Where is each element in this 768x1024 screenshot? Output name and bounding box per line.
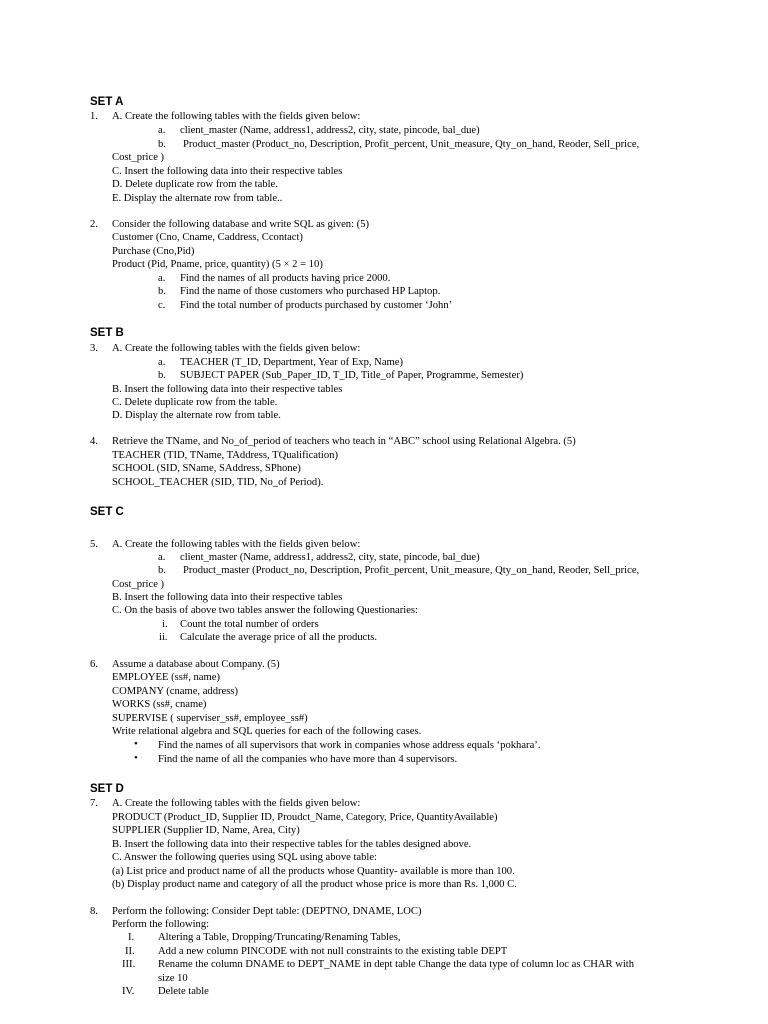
q1-b-cont: Cost_price ) (112, 152, 165, 163)
q2-line-2: Purchase (Cno,Pid) (112, 246, 195, 257)
q6-line-1: EMPLOYEE (ss#, name) (112, 672, 220, 683)
q7-line-5: (a) List price and product name of all the products whose Quantity- available is more than 100. (112, 866, 515, 877)
q8-iii-cont: size 10 (158, 973, 188, 984)
q5-b-cont: Cost_price ) (112, 579, 165, 590)
q1-a-marker: a. (158, 125, 166, 136)
q3-c: C. Delete duplicate row from the table. (112, 397, 278, 408)
q5-number: 5. (90, 539, 98, 550)
q7-line-2: SUPPLIER (Supplier ID, Name, Area, City) (112, 825, 300, 836)
q8-i-text: Altering a Table, Dropping/Truncating/Renaming Tables, (158, 932, 401, 943)
q8-iii-marker: III. (122, 959, 136, 970)
q6-line-3: WORKS (ss#, cname) (112, 699, 207, 710)
q3-d: D. Display the alternate row from table. (112, 410, 281, 421)
q4-line-1: TEACHER (TID, TName, TAddress, TQualification) (112, 450, 338, 461)
q3-number: 3. (90, 343, 98, 354)
q2-b-marker: b. (158, 286, 166, 297)
q6-number: 6. (90, 659, 98, 670)
q1-b-text: Product_master (Product_no, Description, Profit_percent, Unit_measure, Qty_on_hand, Reoder, Sell_price, (183, 139, 640, 150)
q2-number: 2. (90, 219, 98, 230)
q1-number: 1. (90, 111, 98, 122)
q8-line-1: Perform the following: (112, 919, 210, 930)
q8-number: 8. (90, 906, 98, 917)
q5-ii-text: Calculate the average price of all the products. (180, 632, 378, 643)
q7-intro: A. Create the following tables with the fields given below: (112, 798, 361, 809)
set-c-heading: SET C (90, 506, 124, 518)
q3-a-text: TEACHER (T_ID, Department, Year of Exp, Name) (180, 357, 404, 368)
q8-i-marker: I. (128, 932, 135, 943)
q1-b-marker: b. (158, 139, 166, 150)
q1-d: D. Delete duplicate row from the table. (112, 179, 278, 190)
set-d-heading: SET D (90, 783, 124, 795)
q6-bullet-2-icon: • (134, 752, 138, 764)
q5-c: C. On the basis of above two tables answer the following Questionaries: (112, 605, 418, 616)
q1-e: E. Display the alternate row from table.. (112, 193, 283, 204)
q2-b-text: Find the name of those customers who purchased HP Laptop. (180, 286, 441, 297)
q2-a-marker: a. (158, 273, 166, 284)
q6-line-4: SUPERVISE ( superviser_ss#, employee_ss#) (112, 713, 308, 724)
q8-iii-text: Rename the column DNAME to DEPT_NAME in dept table Change the data type of column loc as CHAR with (158, 959, 635, 970)
q6-bullet-2-text: Find the name of all the companies who have more than 4 supervisors. (158, 754, 458, 765)
q8-ii-text: Add a new column PINCODE with not null constraints to the existing table DEPT (158, 946, 508, 957)
q6-line-5: Write relational algebra and SQL queries for each of the following cases. (112, 726, 422, 737)
q1-c: C. Insert the following data into their respective tables (112, 166, 343, 177)
q8-intro: Perform the following: Consider Dept table: (DEPTNO, DNAME, LOC) (112, 906, 422, 917)
q4-number: 4. (90, 436, 98, 447)
q7-line-3: B. Insert the following data into their respective tables for the tables designed above. (112, 839, 472, 850)
set-b-heading: SET B (90, 327, 124, 339)
q6-bullet-1-icon: • (134, 738, 138, 750)
q3-a-marker: a. (158, 357, 166, 368)
q5-b: B. Insert the following data into their respective tables (112, 592, 343, 603)
q3-b: B. Insert the following data into their respective tables (112, 384, 343, 395)
q8-iv-marker: IV. (122, 986, 135, 997)
q3-intro: A. Create the following tables with the fields given below: (112, 343, 361, 354)
q7-number: 7. (90, 798, 98, 809)
q1-a-text: client_master (Name, address1, address2, city, state, pincode, bal_due) (180, 125, 480, 136)
q5-i-marker: i. (162, 619, 168, 630)
q3-b-marker: b. (158, 370, 166, 381)
q1-intro: A. Create the following tables with the fields given below: (112, 111, 361, 122)
q3-b-text: SUBJECT PAPER (Sub_Paper_ID, T_ID, Title_of Paper, Programme, Semester) (180, 370, 524, 381)
q5-a-text: client_master (Name, address1, address2, city, state, pincode, bal_due) (180, 552, 480, 563)
q4-line-3: SCHOOL_TEACHER (SID, TID, No_of Period). (112, 477, 324, 488)
q8-iv-text: Delete table (158, 986, 209, 997)
q4-intro: Retrieve the TName, and No_of_period of teachers who teach in “ABC” school using Relational Algebra. (5) (112, 436, 576, 447)
set-a-heading: SET A (90, 96, 124, 108)
q5-intro: A. Create the following tables with the fields given below: (112, 539, 361, 550)
q8-ii-marker: II. (125, 946, 135, 957)
q5-a-marker: a. (158, 552, 166, 563)
q4-line-2: SCHOOL (SID, SName, SAddress, SPhone) (112, 463, 301, 474)
q2-line-3: Product (Pid, Pname, price, quantity) (5 × 2 = 10) (112, 259, 323, 270)
q6-bullet-1-text: Find the names of all supervisors that work in companies whose address equals ‘pokhara’. (158, 740, 541, 751)
q2-line-1: Customer (Cno, Cname, Caddress, Ccontact) (112, 232, 303, 243)
q5-i-text: Count the total number of orders (180, 619, 319, 630)
q2-c-text: Find the total number of products purchased by customer ‘John’ (180, 300, 453, 311)
q7-line-6: (b) Display product name and category of all the product whose price is more than Rs. 1,000 C. (112, 879, 517, 890)
q5-b-text: Product_master (Product_no, Description, Profit_percent, Unit_measure, Qty_on_hand, Reoder, Sell_price, (183, 565, 640, 576)
q2-c-marker: c. (158, 300, 166, 311)
q5-b-marker: b. (158, 565, 166, 576)
q5-ii-marker: ii. (159, 632, 168, 643)
q7-line-1: PRODUCT (Product_ID, Supplier ID, Proudct_Name, Category, Price, QuantityAvailable) (112, 812, 498, 823)
q6-intro: Assume a database about Company. (5) (112, 659, 280, 670)
q6-line-2: COMPANY (cname, address) (112, 686, 239, 697)
q7-line-4: C. Answer the following queries using SQL using above table: (112, 852, 378, 863)
q2-a-text: Find the names of all products having price 2000. (180, 273, 391, 284)
q2-intro: Consider the following database and write SQL as given: (5) (112, 219, 370, 230)
